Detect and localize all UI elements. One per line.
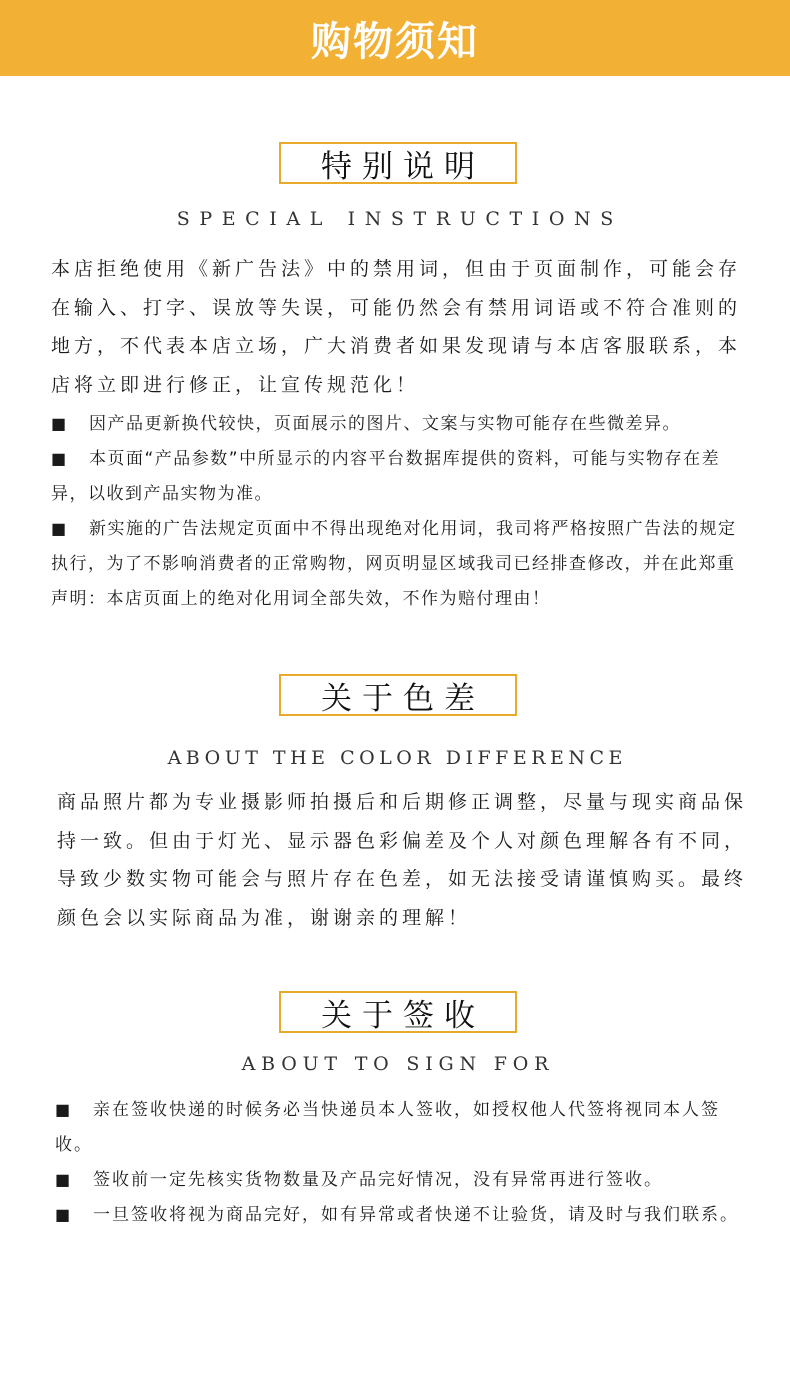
color-subtitle: ABOUT THE COLOR DIFFERENCE — [167, 747, 627, 769]
color-title-box — [279, 674, 517, 716]
special-intro: 本店拒绝使用《新广告法》中的禁用词，但由于页面制作，可能会存在输入、打字、误放等失误，可能仍然会有禁用词语或不符合准则的地方，不代表本店立场，广大消费者如果发现请与本店客服联系，本店将立即进行修正，让宣传规范化！ — [51, 258, 742, 396]
special-title: 特别说明 — [321, 148, 485, 185]
bullet-square-icon: ■ — [55, 1205, 73, 1224]
special-bullet-2: ■ 本页面“产品参数”中所显示的内容平台数据库提供的资料，可能与实物存在差异，以收到产品实物为准。 — [51, 441, 746, 512]
receipt-bullet-3: ■ 一旦签收将视为商品完好，如有异常或者快递不让验货，请及时与我们联系。 — [55, 1197, 755, 1233]
bullet-square-icon: ■ — [51, 519, 68, 538]
receipt-subtitle: ABOUT TO SIGN FOR — [241, 1053, 555, 1075]
receipt-title: 关于签收 — [321, 997, 485, 1034]
color-text: 商品照片都为专业摄影师拍摄后和后期修正调整，尽量与现实商品保持一致。但由于灯光、显示器色彩偏差及个人对颜色理解各有不同，导致少数实物可能会与照片存在色差，如无法接受请谨慎购买。最终颜色会以实际商品为准，谢谢亲的理解！ — [57, 791, 748, 929]
top-banner — [0, 0, 790, 76]
page-title: 购物须知 — [311, 18, 479, 65]
special-subtitle: SPECIAL INSTRUCTIONS — [176, 208, 623, 230]
bullet-square-icon: ■ — [51, 449, 68, 468]
receipt-bullet-2: ■ 签收前一定先核实货物数量及产品完好情况，没有异常再进行签收。 — [55, 1162, 755, 1198]
special-bullet-3: ■ 新实施的广告法规定页面中不得出现绝对化用词，我司将严格按照广告法的规定执行，为了不影响消费者的正常购物，网页明显区域我司已经排查修改，并在此郑重声明：本店页面上的绝对化用词全部失效，不作为赔付理由！ — [51, 511, 746, 617]
special-title-box — [279, 142, 517, 184]
bullet-square-icon: ■ — [55, 1100, 73, 1119]
bullet-square-icon: ■ — [51, 414, 68, 433]
special-bullet-1: ■ 因产品更新换代较快，页面展示的图片、文案与实物可能存在些微差异。 — [51, 406, 746, 442]
receipt-title-box — [279, 991, 517, 1033]
bullet-square-icon: ■ — [55, 1170, 73, 1189]
color-title: 关于色差 — [321, 680, 485, 717]
receipt-bullet-1: ■ 亲在签收快递的时候务必当快递员本人签收，如授权他人代签将视同本人签收。 — [55, 1092, 755, 1163]
